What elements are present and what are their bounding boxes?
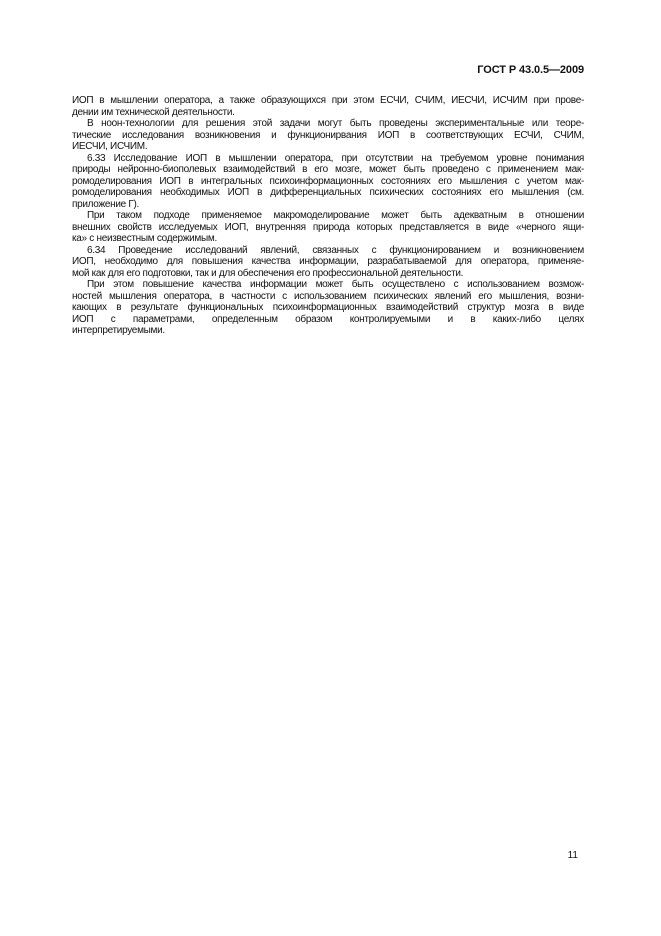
paragraph bbox=[72, 95, 584, 118]
text-line: 6.34 Проведение исследований явлений, связанных с функционированием и возникновением bbox=[87, 244, 584, 256]
text-line: ромоделирования ИОП в интегральных психоинформационных состояниях его мышления с учетом мак- bbox=[72, 175, 584, 187]
text-line: ностей мышления оператора, в частности с использованием психических явлений его мышления, возни- bbox=[72, 290, 584, 302]
text-line: интерпретируемыми. bbox=[72, 325, 165, 336]
document-body bbox=[72, 95, 584, 337]
text-line: природы нейронно-биополевых взаимодействий в его мозге, может быть проведено с применением мак- bbox=[72, 164, 584, 175]
text-line: дении им технической деятельности. bbox=[72, 106, 235, 118]
paragraph-6-33 bbox=[72, 153, 584, 211]
paragraph bbox=[72, 118, 584, 153]
text-line: внешних свойств исследуемых ИОП, внутренняя природа которых представляется в виде «черного ящи- bbox=[72, 221, 584, 233]
text-line: кающих в результате функциональных психоинформационных взаимодействий структур мозга в виде bbox=[72, 302, 584, 313]
text-line: При этом повышение качества информации может быть осуществлено с использованием возмож- bbox=[87, 279, 584, 290]
page-number: 11 bbox=[567, 850, 578, 861]
text-line: ИОП с параметрами, определенным образом контролируемыми и в каких-либо целях bbox=[72, 313, 584, 325]
text-line: мой как для его подготовки, так и для обеспечения его профессиональной деятельности. bbox=[72, 267, 464, 279]
text-line: приложение Г). bbox=[72, 198, 139, 210]
text-line: ИОП в мышлении оператора, а также образующихся при этом ЕСЧИ, СЧИМ, ИЕСЧИ, ИСЧИМ при прове- bbox=[72, 95, 584, 106]
text-line: ИОП, необходимо для повышения качества информации, разрабатываемой для оператора, применяе- bbox=[72, 256, 584, 267]
text-line: ИЕСЧИ, ИСЧИМ. bbox=[72, 141, 148, 152]
paragraph bbox=[72, 279, 584, 337]
document-header-code: ГОСТ Р 43.0.5—2009 bbox=[477, 64, 584, 76]
text-line: тические исследования возникновения и функционирвания ИОП в соответствующих ЕСЧИ, СЧИМ, bbox=[72, 129, 584, 141]
text-line: ка» с неизвестным содержимым. bbox=[72, 233, 217, 244]
paragraph-6-34 bbox=[72, 245, 584, 280]
text-line: При таком подходе применяемое макромоделирование может быть адекватным в отношении bbox=[87, 210, 584, 221]
text-line: В ноон-технологии для решения этой задачи могут быть проведены экспериментальные или теоре- bbox=[87, 118, 584, 129]
paragraph bbox=[72, 210, 584, 245]
text-line: ромоделирования необходимых ИОП в дифференциальных психических состояниях его мышления (см. bbox=[72, 187, 584, 198]
text-line: 6.33 Исследование ИОП в мышлении оператора, при отсутствии на требуемом уровне понимания bbox=[87, 152, 584, 164]
